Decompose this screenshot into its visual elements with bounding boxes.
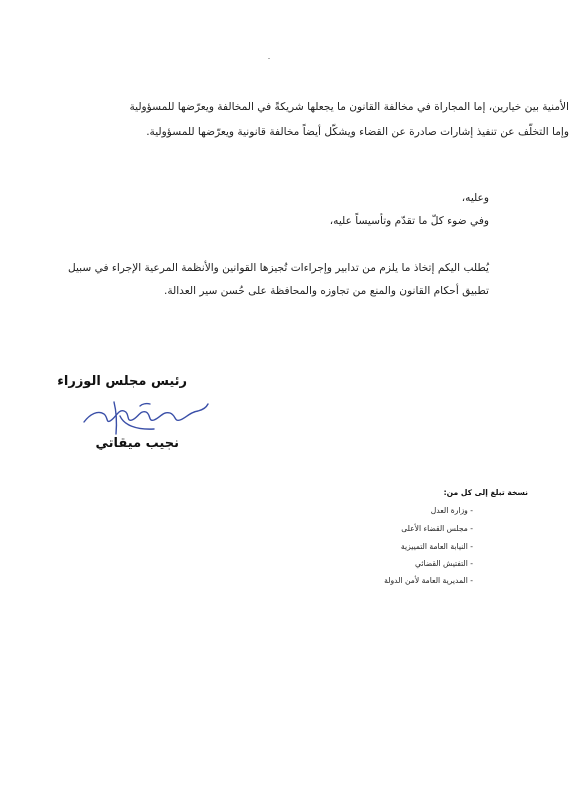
- handwritten-signature: [80, 392, 210, 436]
- request-line-2: تطبيق أحكام القانون والمنع من تجاوزه والمحافظة على حُسن سير العدالة.: [163, 285, 489, 297]
- scan-artifact: [268, 58, 270, 59]
- paragraph-1-line-1: الأمنية بين خيارين، إما المجاراة في مخالفة القانون ما يجعلها شريكةً في المخالفة ويعرّضها للمسؤولية: [129, 101, 569, 113]
- copy-recipient: - المديرية العامة لأمن الدولة: [384, 576, 473, 585]
- request-line-1: يُطلب اليكم إتخاذ ما يلزم من تدابير وإجراءات تُجيزها القوانين والأنظمة المرعية الإجراء في سبيل: [67, 262, 489, 274]
- conclusion-line: وفي ضوء كلّ ما تقدّم وتأسيساً عليه،: [329, 215, 489, 227]
- copy-recipient: - التفتيش القضائي: [415, 559, 473, 568]
- signatory-title: رئيس مجلس الوزراء: [57, 374, 187, 389]
- copies-heading: نسخة تبلغ إلى كل من:: [443, 488, 528, 497]
- paragraph-1-line-2: وإما التخلّف عن تنفيذ إشارات صادرة عن القضاء ويشكّل أيضاً مخالفة قانونية ويعرّضها للمسؤولية.: [146, 126, 569, 138]
- signatory-name: نجيب ميقاتي: [95, 436, 179, 451]
- conclusion-intro: وعليه،: [461, 192, 489, 204]
- copy-recipient: - النيابة العامة التمييزية: [400, 542, 473, 551]
- copy-recipient: - مجلس القضاء الأعلى: [401, 524, 473, 533]
- copy-recipient: - وزارة العدل: [430, 506, 473, 515]
